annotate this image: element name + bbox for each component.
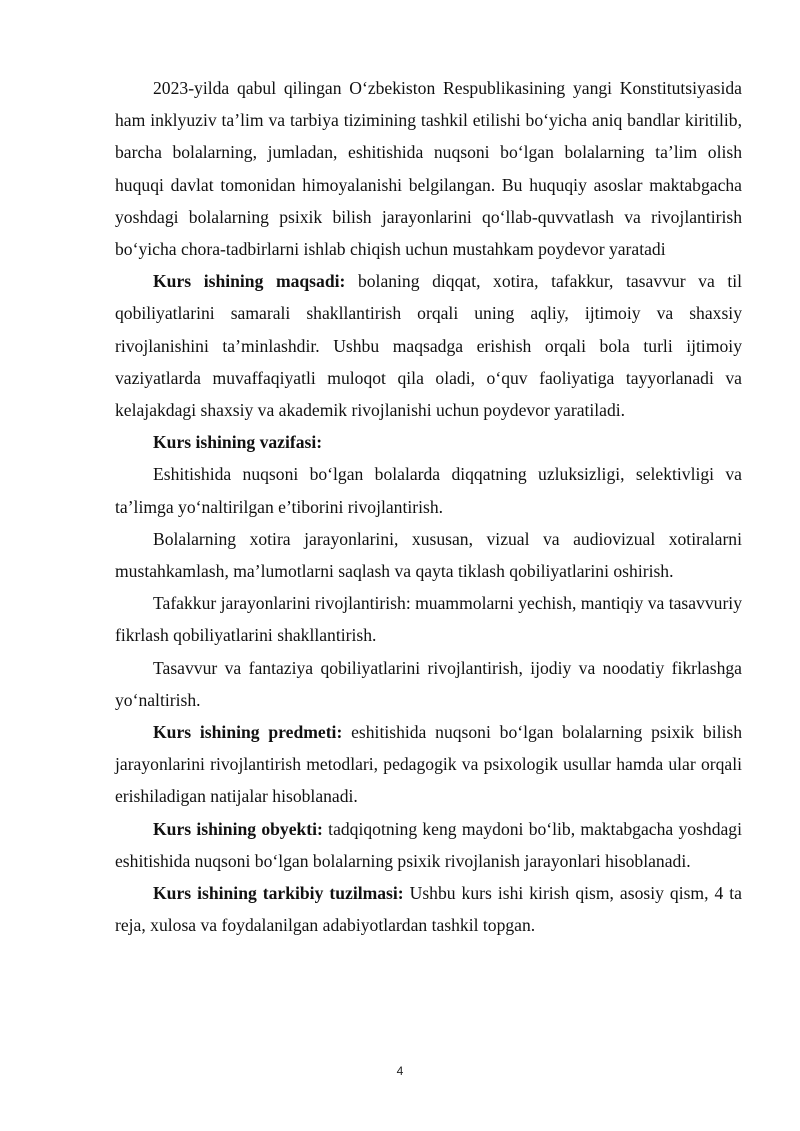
paragraph-tasks-heading (115, 426, 742, 458)
paragraph-task-memory: Bolalarning xotira jarayonlarini, xususan, vizual va audiovizual xotiralarni mustahkamlash, ma’lumotlarni saqlash va qayta tiklash qobiliyatlarini oshirish. (115, 528, 742, 582)
tasks-heading: Kurs ishining vazifasi: (153, 432, 323, 453)
structure-heading: Kurs ishining tarkibiy tuzilmasi: (153, 883, 404, 904)
paragraph-task-thinking: Tafakkur jarayonlarini rivojlantirish: muammolarni yechish, mantiqiy va tasavvuriy fikrlash qobiliyatlarini shakllantirish. (115, 593, 742, 646)
paragraph-object: Kurs ishining obyekti: tadqiqotning keng maydoni bo‘lib, maktabgacha yoshdagi eshitishida nuqsoni bo‘lgan bolalarning psixik rivojlanish jarayonlari hisoblanadi. (115, 818, 742, 871)
page-number: 4 (396, 1064, 404, 1078)
goal-heading: Kurs ishining maqsadi: (153, 271, 346, 292)
page-body (115, 72, 742, 941)
paragraph-structure: Kurs ishining tarkibiy tuzilmasi: Ushbu kurs ishi kirish qism, asosiy qism, 4 ta reja, xulosa va foydalanilgan adabiyotlardan tashkil topgan. (115, 883, 742, 936)
paragraph-subject: Kurs ishining predmeti: eshitishida nuqsoni bo‘lgan bolalarning psixik bilish jarayonlarini rivojlantirish metodlari, pedagogik va psixologik usullar hamda ular orqali erishiladigan natijalar hisoblanadi. (115, 722, 742, 807)
paragraph-task-imagination: Tasavvur va fantaziya qobiliyatlarini rivojlantirish, ijodiy va noodatiy fikrlashga yo‘naltirish. (115, 657, 742, 710)
paragraph-task-attention: Eshitishida nuqsoni bo‘lgan bolalarda diqqatning uzluksizligi, selektivligi va ta’limga yo‘naltirilgan e’tiborini rivojlantirish. (115, 464, 742, 517)
paragraph-intro: 2023-yilda qabul qilingan O‘zbekiston Respublikasining yangi Konstitutsiyasida ham inklyuziv ta’lim va tarbiya tizimining tashkil etilishi bo‘yicha aniq bandlar kiritilib, barcha bolalarning, jumladan, eshitishida nuqsoni bo‘lgan bolalarning ta’lim olish huquqi davlat tomonidan himoyalanishi belgilangan. Bu huquqiy asoslar maktabgacha yoshdagi bolalarning psixik bilish jarayonlarini qo‘llab-quvvatlash va rivojlantirish bo‘yicha chora-tadbirlarni ishlab chiqish uchun mustahkam poydevor yaratadi (115, 78, 742, 260)
paragraph-goal: Kurs ishining maqsadi: bolaning diqqat, xotira, tafakkur, tasavvur va til qobiliyatlarini samarali shakllantirish orqali uning aqliy, ijtimoiy va shaxsiy rivojlanishini ta’minlashdir. Ushbu maqsadga erishish orqali bola turli ijtimoiy vaziyatlarda muvaffaqiyatli muloqot qila oladi, o‘quv faoliyatiga tayyorlanadi va kelajakdagi shaxsiy va akademik rivojlanishi uchun poydevor yaratiladi. (115, 271, 743, 421)
subject-heading: Kurs ishining predmeti: (153, 722, 343, 743)
object-heading: Kurs ishining obyekti: (153, 818, 323, 839)
